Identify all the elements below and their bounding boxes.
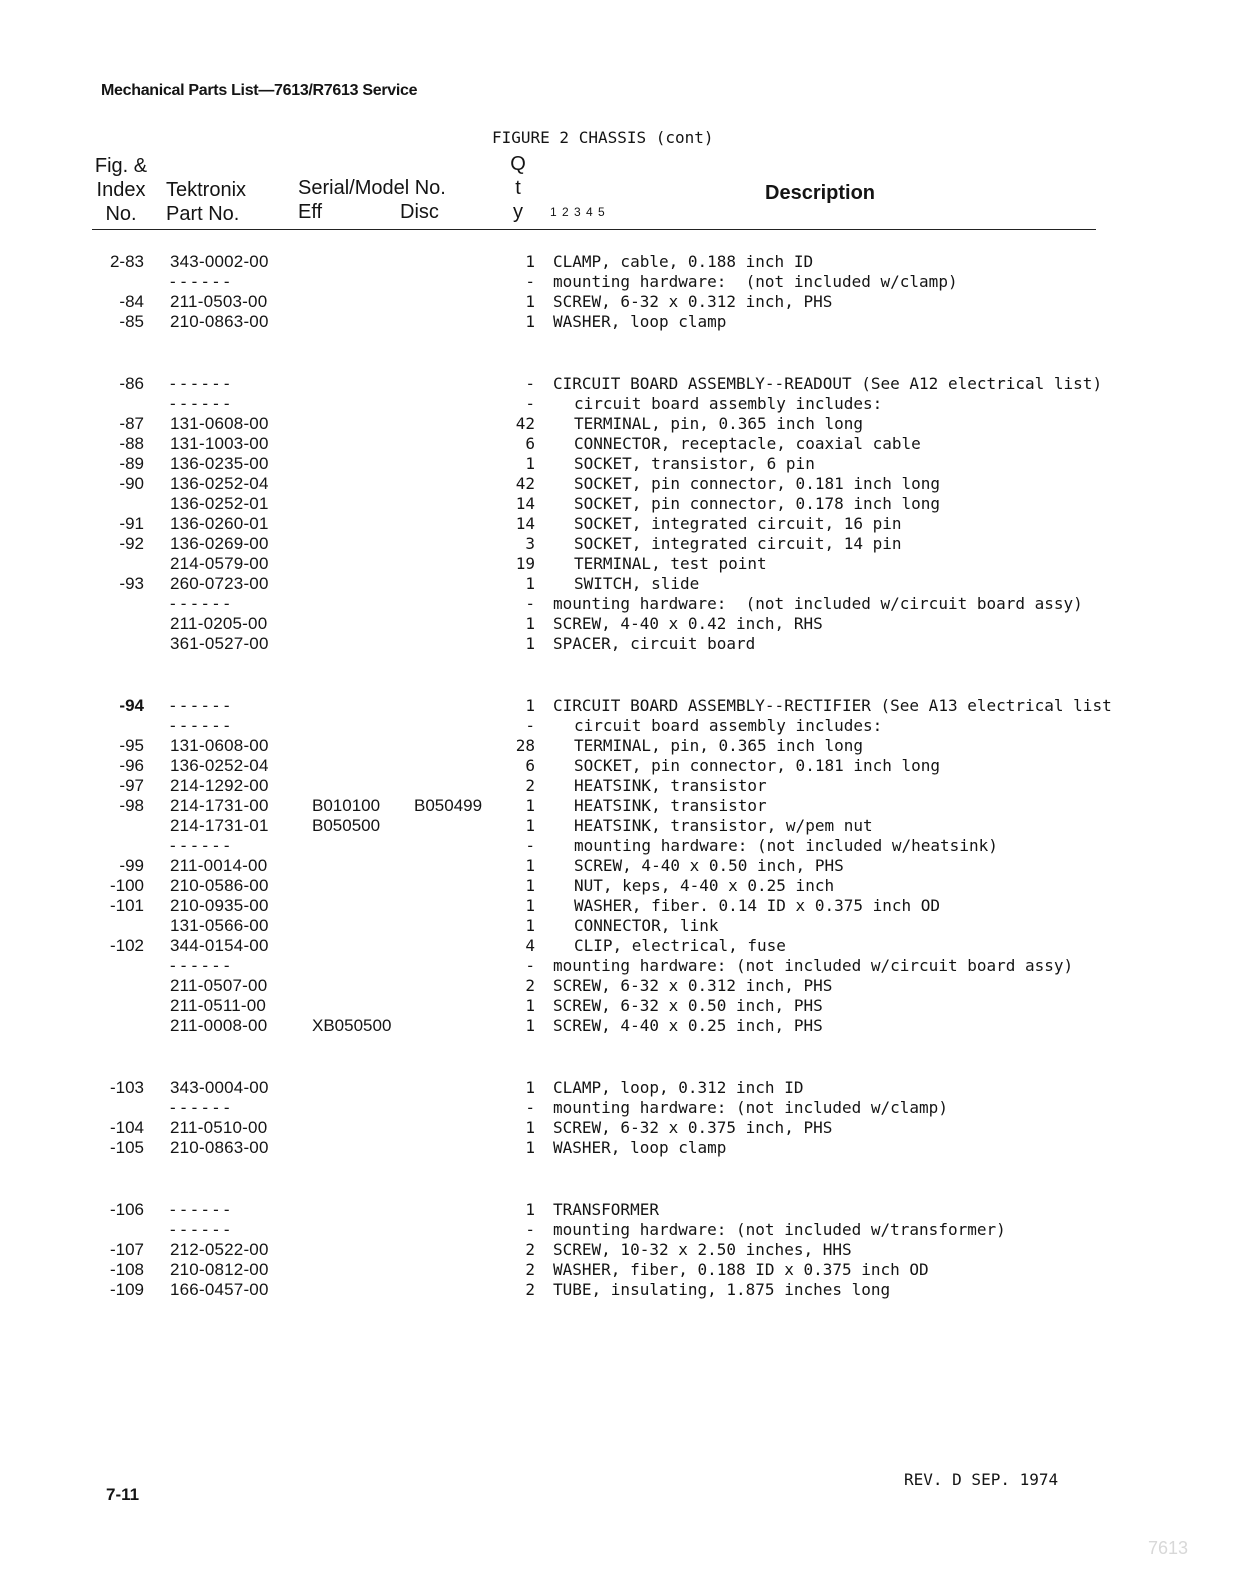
row-quantity: - <box>525 956 535 975</box>
table-row <box>0 614 1234 634</box>
table-row <box>0 292 1234 312</box>
row-serial-eff: B010100 <box>312 796 381 815</box>
row-description: mounting hardware: (not included w/circuit board assy) <box>553 594 1083 613</box>
row-quantity: 2 <box>525 776 535 795</box>
row-part-number: 136-0269-00 <box>170 534 269 553</box>
row-part-number: - - - - - - <box>170 272 230 291</box>
row-index: -94 <box>119 696 144 715</box>
row-description: SCREW, 6-32 x 0.375 inch, PHS <box>553 1118 833 1137</box>
row-part-number: - - - - - - <box>170 836 230 855</box>
row-index: -101 <box>109 896 144 915</box>
column-header-fig-line3: No. <box>105 203 137 225</box>
row-index: -84 <box>119 292 144 311</box>
column-header-fig-line1: Fig. & <box>94 155 148 177</box>
row-quantity: 1 <box>525 816 535 835</box>
column-header-part <box>166 178 246 226</box>
table-row <box>0 394 1234 414</box>
table-row <box>0 1240 1234 1260</box>
row-description: mounting hardware: (not included w/clamp) <box>553 272 958 291</box>
row-part-number: - - - - - - <box>170 594 230 613</box>
row-part-number: 136-0235-00 <box>170 454 269 473</box>
row-part-number: 210-0935-00 <box>170 896 269 915</box>
figure-title: FIGURE 2 CHASSIS (cont) <box>492 128 714 147</box>
header-rule <box>92 229 1096 230</box>
row-description: mounting hardware: (not included w/transformer) <box>553 1220 1006 1239</box>
row-quantity: 1 <box>525 1200 535 1219</box>
row-part-number: 136-0252-01 <box>170 494 269 513</box>
row-part-number: 343-0004-00 <box>170 1078 269 1097</box>
table-row <box>0 252 1234 272</box>
row-quantity: 6 <box>525 434 535 453</box>
row-index: -106 <box>109 1200 144 1219</box>
row-description: WASHER, fiber, 0.188 ID x 0.375 inch OD <box>553 1260 929 1279</box>
row-part-number: - - - - - - <box>170 1220 230 1239</box>
row-index: -89 <box>119 454 144 473</box>
row-description: TRANSFORMER <box>553 1200 659 1219</box>
row-description: TERMINAL, pin, 0.365 inch long <box>574 736 863 755</box>
table-row <box>0 1138 1234 1158</box>
row-description: mounting hardware: (not included w/clamp) <box>553 1098 948 1117</box>
row-quantity: - <box>525 594 535 613</box>
table-row <box>0 776 1234 796</box>
table-row <box>0 936 1234 956</box>
row-quantity: 1 <box>525 252 535 271</box>
footer-revision: REV. D SEP. 1974 <box>904 1470 1059 1489</box>
row-description: HEATSINK, transistor <box>574 796 767 815</box>
table-row <box>0 1118 1234 1138</box>
row-part-number: 260-0723-00 <box>170 574 269 593</box>
row-part-number: 131-0608-00 <box>170 414 269 433</box>
row-quantity: - <box>525 716 535 735</box>
row-serial-disc: B050499 <box>414 796 483 815</box>
row-serial-eff: XB050500 <box>312 1016 392 1035</box>
table-row <box>0 836 1234 856</box>
row-description: CLAMP, cable, 0.188 inch ID <box>553 252 814 271</box>
row-quantity: 1 <box>525 696 535 715</box>
row-description: mounting hardware: (not included w/heatsink) <box>574 836 998 855</box>
row-part-number: 210-0812-00 <box>170 1260 269 1279</box>
row-part-number: 211-0503-00 <box>170 292 268 311</box>
row-part-number: 344-0154-00 <box>170 936 269 955</box>
table-row <box>0 434 1234 454</box>
row-index: -96 <box>119 756 144 775</box>
row-part-number: - - - - - - <box>170 716 230 735</box>
table-row <box>0 374 1234 394</box>
table-row <box>0 816 1234 836</box>
row-description: circuit board assembly includes: <box>574 394 883 413</box>
row-quantity: 1 <box>525 1138 535 1157</box>
row-index: -109 <box>109 1280 144 1299</box>
footer-page-number: 7-11 <box>106 1485 140 1504</box>
row-description: HEATSINK, transistor <box>574 776 767 795</box>
column-header-disc: Disc <box>400 201 439 223</box>
row-quantity: 1 <box>525 796 535 815</box>
row-description: CONNECTOR, link <box>574 916 719 935</box>
row-quantity: 1 <box>525 896 535 915</box>
row-serial-eff: B050500 <box>312 816 381 835</box>
row-part-number: 214-1731-00 <box>170 796 269 815</box>
row-quantity: 2 <box>525 976 535 995</box>
row-part-number: 361-0527-00 <box>170 634 269 653</box>
row-description: circuit board assembly includes: <box>574 716 883 735</box>
row-quantity: 1 <box>525 292 535 311</box>
table-row <box>0 796 1234 816</box>
row-index: -90 <box>119 474 144 493</box>
row-part-number: 210-0863-00 <box>170 1138 269 1157</box>
table-row <box>0 916 1234 936</box>
table-row <box>0 574 1234 594</box>
row-description: SCREW, 6-32 x 0.312 inch, PHS <box>553 976 833 995</box>
row-part-number: - - - - - - <box>170 956 230 975</box>
row-quantity: 14 <box>515 494 535 513</box>
row-index: -99 <box>119 856 144 875</box>
row-index: -92 <box>119 534 144 553</box>
row-description: CONNECTOR, receptacle, coaxial cable <box>574 434 921 453</box>
row-description: WASHER, loop clamp <box>553 1138 727 1157</box>
table-row <box>0 1016 1234 1036</box>
row-quantity: - <box>525 374 535 393</box>
row-description: SCREW, 6-32 x 0.50 inch, PHS <box>553 996 823 1015</box>
table-row <box>0 696 1234 716</box>
table-row <box>0 494 1234 514</box>
row-quantity: 19 <box>515 554 535 573</box>
table-row <box>0 896 1234 916</box>
row-description: NUT, keps, 4-40 x 0.25 inch <box>574 876 835 895</box>
watermark: 7613 <box>1148 1538 1189 1558</box>
row-quantity: 2 <box>525 1260 535 1279</box>
column-header-eff: Eff <box>298 201 323 223</box>
row-quantity: - <box>525 394 535 413</box>
row-description: SPACER, circuit board <box>553 634 756 653</box>
row-part-number: 210-0586-00 <box>170 876 269 895</box>
row-part-number: 131-0608-00 <box>170 736 269 755</box>
row-quantity: 1 <box>525 876 535 895</box>
table-row <box>0 634 1234 654</box>
row-quantity: 1 <box>525 574 535 593</box>
row-part-number: 136-0252-04 <box>170 756 269 775</box>
row-quantity: 1 <box>525 454 535 473</box>
row-quantity: 1 <box>525 1078 535 1097</box>
row-part-number: 211-0205-00 <box>170 614 268 633</box>
column-header-qty-1: Q <box>510 153 526 175</box>
column-header-part-line1: Tektronix <box>166 179 247 201</box>
row-part-number: 166-0457-00 <box>170 1280 269 1299</box>
row-description: CLAMP, loop, 0.312 inch ID <box>553 1078 804 1097</box>
row-quantity: 4 <box>525 936 535 955</box>
row-part-number: 210-0863-00 <box>170 312 269 331</box>
row-part-number: 211-0008-00 <box>170 1016 268 1035</box>
row-quantity: 1 <box>525 1118 535 1137</box>
row-description: SCREW, 10-32 x 2.50 inches, HHS <box>553 1240 852 1259</box>
row-quantity: 2 <box>525 1240 535 1259</box>
table-row <box>0 312 1234 332</box>
row-quantity: 42 <box>515 474 535 493</box>
table-row <box>0 976 1234 996</box>
table-row <box>0 534 1234 554</box>
table-row <box>0 1220 1234 1240</box>
row-index: -85 <box>119 312 144 331</box>
row-quantity: 1 <box>525 1016 535 1035</box>
row-index: -93 <box>119 574 144 593</box>
table-row <box>0 1078 1234 1098</box>
row-description: HEATSINK, transistor, w/pem nut <box>574 816 873 835</box>
row-part-number: 214-1292-00 <box>170 776 269 795</box>
table-row <box>0 414 1234 434</box>
row-quantity: 1 <box>525 916 535 935</box>
row-description: SCREW, 4-40 x 0.42 inch, RHS <box>553 614 823 633</box>
row-index: -102 <box>109 936 144 955</box>
table-row <box>0 856 1234 876</box>
row-quantity: 1 <box>525 312 535 331</box>
row-description: SOCKET, transistor, 6 pin <box>574 454 815 473</box>
row-index: -100 <box>109 876 144 895</box>
row-description: CIRCUIT BOARD ASSEMBLY--READOUT (See A12 electrical list) <box>553 374 1103 393</box>
table-row <box>0 1098 1234 1118</box>
table-row <box>0 554 1234 574</box>
row-index: -87 <box>119 414 144 433</box>
row-part-number: 131-0566-00 <box>170 916 269 935</box>
row-description: CLIP, electrical, fuse <box>574 936 786 955</box>
column-header-qty-2: t <box>515 177 521 199</box>
row-description: TERMINAL, test point <box>574 554 767 573</box>
row-part-number: 214-1731-01 <box>170 816 269 835</box>
row-quantity: 1 <box>525 996 535 1015</box>
row-quantity: 3 <box>525 534 535 553</box>
column-header-fig-index <box>91 154 151 226</box>
table-row <box>0 956 1234 976</box>
row-description: SCREW, 6-32 x 0.312 inch, PHS <box>553 292 833 311</box>
table-row <box>0 736 1234 756</box>
row-index: -91 <box>119 514 144 533</box>
row-index: 2-83 <box>109 252 144 271</box>
row-description: CIRCUIT BOARD ASSEMBLY--RECTIFIER (See A13 electrical list <box>553 696 1112 715</box>
row-part-number: - - - - - - <box>170 1200 230 1219</box>
table-row <box>0 1260 1234 1280</box>
column-header-qty-3: y <box>513 201 523 223</box>
row-description: TUBE, insulating, 1.875 inches long <box>553 1280 891 1299</box>
row-description: SOCKET, integrated circuit, 14 pin <box>574 534 902 553</box>
row-description: SCREW, 4-40 x 0.25 inch, PHS <box>553 1016 823 1035</box>
row-description: SOCKET, integrated circuit, 16 pin <box>574 514 902 533</box>
row-part-number: 212-0522-00 <box>170 1240 269 1259</box>
row-description: SOCKET, pin connector, 0.178 inch long <box>574 494 941 513</box>
row-quantity: 42 <box>515 414 535 433</box>
row-quantity: - <box>525 1098 535 1117</box>
row-quantity: 6 <box>525 756 535 775</box>
row-index: -107 <box>109 1240 144 1259</box>
row-description: SOCKET, pin connector, 0.181 inch long <box>574 756 941 775</box>
table-row <box>0 594 1234 614</box>
row-index: -108 <box>109 1260 144 1279</box>
row-quantity: 1 <box>525 634 535 653</box>
row-index: -88 <box>119 434 144 453</box>
row-description: SOCKET, pin connector, 0.181 inch long <box>574 474 941 493</box>
column-header-serial-title: Serial/Model No. <box>298 177 446 199</box>
column-header-fig-line2: Index <box>96 179 146 201</box>
row-part-number: 211-0511-00 <box>170 996 267 1015</box>
row-part-number: 211-0507-00 <box>170 976 268 995</box>
row-quantity: - <box>525 1220 535 1239</box>
row-description: WASHER, loop clamp <box>553 312 727 331</box>
table-row <box>0 474 1234 494</box>
row-quantity: 14 <box>515 514 535 533</box>
column-header-qty <box>503 152 533 224</box>
row-quantity: 1 <box>525 614 535 633</box>
table-row <box>0 1200 1234 1220</box>
row-part-number: 343-0002-00 <box>170 252 269 271</box>
row-part-number: 131-1003-00 <box>170 434 269 453</box>
table-row <box>0 876 1234 896</box>
row-description: SCREW, 4-40 x 0.50 inch, PHS <box>574 856 844 875</box>
row-part-number: - - - - - - <box>170 374 230 393</box>
row-quantity: - <box>525 272 535 291</box>
row-part-number: 211-0510-00 <box>170 1118 268 1137</box>
row-index: -98 <box>119 796 144 815</box>
row-part-number: 214-0579-00 <box>170 554 269 573</box>
row-quantity: 2 <box>525 1280 535 1299</box>
row-description: WASHER, fiber. 0.14 ID x 0.375 inch OD <box>574 896 941 915</box>
row-quantity: 28 <box>515 736 535 755</box>
row-description: mounting hardware: (not included w/circuit board assy) <box>553 956 1074 975</box>
row-part-number: 136-0252-04 <box>170 474 269 493</box>
row-description: SWITCH, slide <box>574 574 700 593</box>
row-index: -104 <box>109 1118 144 1137</box>
row-quantity: 1 <box>525 856 535 875</box>
row-index: -86 <box>119 374 144 393</box>
row-description: TERMINAL, pin, 0.365 inch long <box>574 414 863 433</box>
table-row <box>0 1280 1234 1300</box>
column-header-part-line2: Part No. <box>166 203 240 225</box>
row-part-number: 211-0014-00 <box>170 856 268 875</box>
column-header-levels: 1 2 3 4 5 <box>550 205 606 219</box>
table-row <box>0 716 1234 736</box>
row-index: -95 <box>119 736 144 755</box>
table-row <box>0 756 1234 776</box>
row-quantity: - <box>525 836 535 855</box>
row-index: -105 <box>109 1138 144 1157</box>
row-part-number: - - - - - - <box>170 1098 230 1117</box>
table-row <box>0 996 1234 1016</box>
row-index: -103 <box>109 1078 144 1097</box>
page-header: Mechanical Parts List—7613/R7613 Service <box>101 82 418 99</box>
column-header-description: Description <box>765 182 876 204</box>
row-part-number: - - - - - - <box>170 394 230 413</box>
table-row <box>0 272 1234 292</box>
row-part-number: - - - - - - <box>170 696 230 715</box>
row-part-number: 136-0260-01 <box>170 514 269 533</box>
column-header-serial <box>298 176 488 224</box>
table-row <box>0 514 1234 534</box>
row-index: -97 <box>119 776 144 795</box>
table-row <box>0 454 1234 474</box>
